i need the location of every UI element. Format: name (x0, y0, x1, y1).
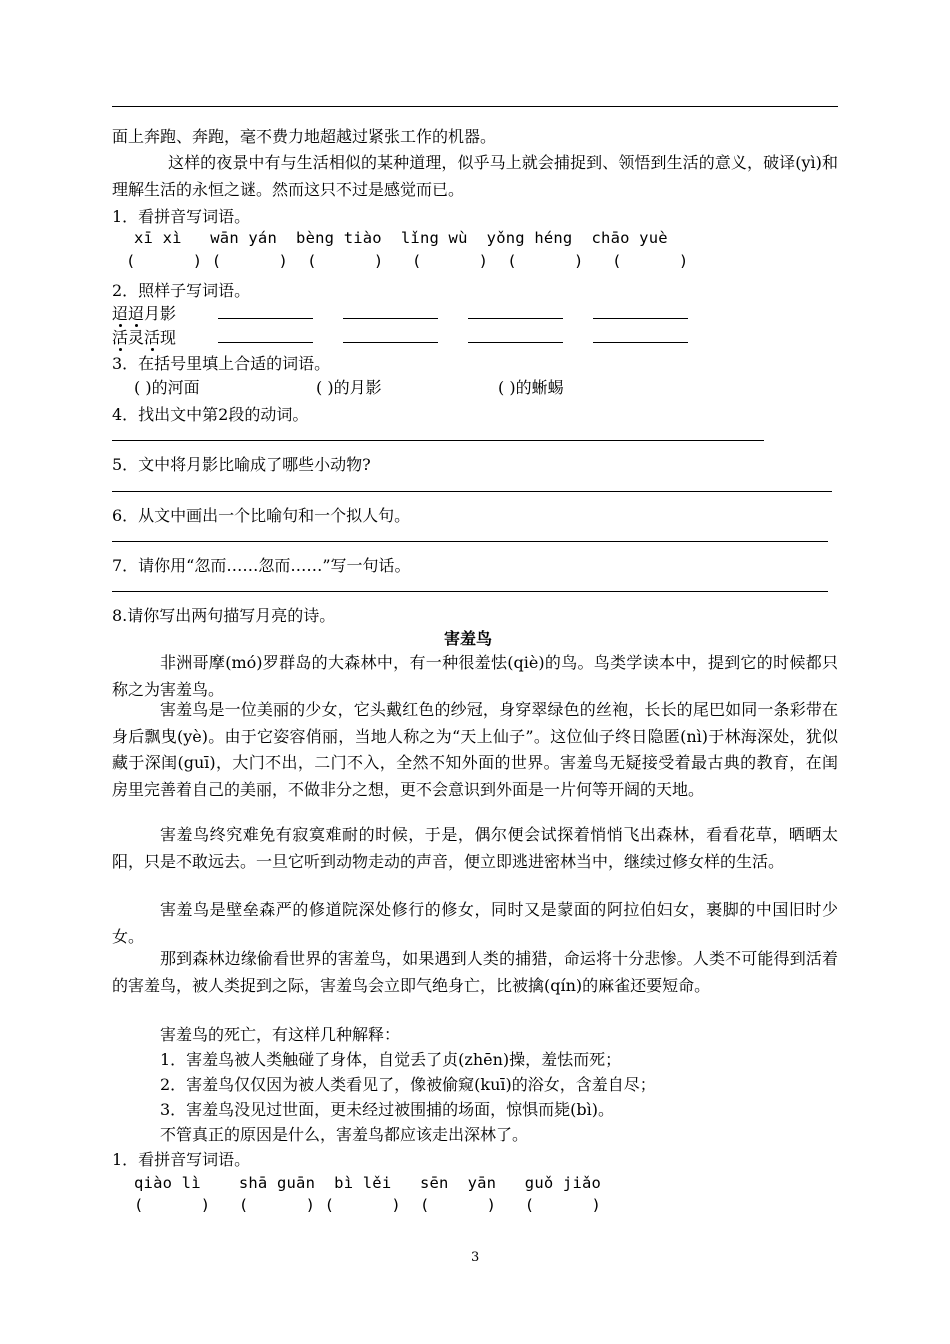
answer-blank[interactable] (218, 342, 313, 343)
fill-item: ( )的河面 (134, 378, 200, 397)
question-2: 2．照样子写词语。 (112, 281, 251, 300)
question-6: 6．从文中画出一个比喻句和一个拟人句。 (112, 506, 411, 525)
passage-paragraph: 害羞鸟的死亡，有这样几种解释： (160, 1025, 401, 1044)
passage-continuation: 面上奔跑、奔跑，毫不费力地超越过紧张工作的机器。 (112, 127, 497, 146)
question-4: 4．找出文中第2段的动词。 (112, 405, 309, 424)
answer-parens-row: ( ) ( ) ( ) ( ) ( ) ( ) (126, 252, 689, 270)
question-1: 1．看拼音写词语。 (112, 1150, 251, 1169)
fill-item: ( )的蜥蜴 (498, 378, 564, 397)
answer-line[interactable] (112, 491, 832, 492)
answer-blank[interactable] (343, 342, 438, 343)
page-number: 3 (471, 1250, 480, 1265)
answer-parens-row: ( ) ( ) ( ) ( ) ( ) (134, 1196, 602, 1214)
pinyin-row: xī xì wān yán bèng tiào lǐng wù yǒng héng chāo yuè (134, 229, 668, 247)
passage-paragraph: 这样的夜景中有与生活相似的某种道理，似乎马上就会捕捉到、领悟到生活的意义，破译(yì)和理解生活的永恒之谜。然而这只不过是感觉而已。 (112, 153, 838, 199)
dotted-char: 迢 (128, 304, 145, 323)
answer-blank[interactable] (468, 318, 563, 319)
passage-paragraph: 害羞鸟终究难免有寂寞难耐的时候，于是，偶尔便会试探着悄悄飞出森林，看看花草，晒晒太阳，只是不敢远去。一旦它听到动物走动的声音，便立即逃进密林当中，继续过修女样的生活。 (112, 825, 838, 871)
question-7: 7．请你用“忽而……忽而……”写一句话。 (112, 556, 411, 575)
question-1: 1．看拼音写词语。 (112, 207, 251, 226)
question-8: 8.请你写出两句描写月亮的诗。 (112, 606, 336, 625)
answer-line[interactable] (112, 440, 764, 441)
answer-blank[interactable] (468, 342, 563, 343)
answer-line[interactable] (112, 591, 828, 592)
pinyin-row: qiào lì shā guān bì lěi sēn yān guǒ jiǎo (134, 1174, 602, 1192)
top-rule (112, 106, 838, 107)
dotted-char: 迢 (112, 304, 129, 323)
passage-paragraph: 害羞鸟是壁垒森严的修道院深处修行的修女，同时又是蒙面的阿拉伯妇女，裹脚的中国旧时少女。 (112, 900, 838, 946)
answer-line[interactable] (112, 541, 828, 542)
dotted-char: 活 (112, 328, 129, 347)
passage-paragraph: 不管真正的原因是什么，害羞鸟都应该走出深林了。 (160, 1125, 529, 1144)
passage-paragraph: 非洲哥摩(mó)罗群岛的大森林中，有一种很羞怯(qiè)的鸟。鸟类学读本中，提到它的时候都只称之为害羞鸟。 (112, 653, 838, 699)
example-word-2: 活灵活现 (112, 328, 177, 347)
example-word-1: 迢迢月影 (112, 304, 177, 323)
passage-paragraph: 那到森林边缘偷看世界的害羞鸟，如果遇到人类的捕猎，命运将十分悲惨。人类不可能得到活着的害羞鸟，被人类捉到之际，害羞鸟会立即气绝身亡，比被擒(qín)的麻雀还要短命。 (112, 949, 838, 995)
answer-blank[interactable] (593, 318, 688, 319)
question-5: 5．文中将月影比喻成了哪些小动物? (112, 455, 371, 474)
passage-title: 害羞鸟 (444, 629, 493, 648)
passage-paragraph: 害羞鸟是一位美丽的少女，它头戴红色的纱冠，身穿翠绿色的丝袍，长长的尾巴如同一条彩带在身后飘曳(yè)。由于它姿容俏丽，当地人称之为“天上仙子”。这位仙子终日隐匿(nì)于林海深处，犹似藏于深闺(guī)，大门不出，二门不入，全然不知外面的世界。害羞鸟无疑接受着最古典的教育，在闺房里完善着自己的美丽，不做非分之想，更不会意识到外面是一片何等开阔的天地。 (112, 700, 838, 799)
reason-item: 3．害羞鸟没见过世面，更未经过被围捕的场面，惊惧而毙(bì)。 (160, 1100, 615, 1119)
answer-blank[interactable] (218, 318, 313, 319)
answer-blank[interactable] (343, 318, 438, 319)
answer-blank[interactable] (593, 342, 688, 343)
reason-item: 2．害羞鸟仅仅因为被人类看见了，像被偷窥(kuī)的浴女，含羞自尽； (160, 1075, 656, 1094)
reason-item: 1．害羞鸟被人类触碰了身体，自觉丢了贞(zhēn)操，羞怯而死； (160, 1050, 622, 1069)
dotted-char: 活 (144, 328, 161, 347)
fill-item: ( )的月影 (316, 378, 382, 397)
question-3: 3．在括号里填上合适的词语。 (112, 354, 331, 373)
